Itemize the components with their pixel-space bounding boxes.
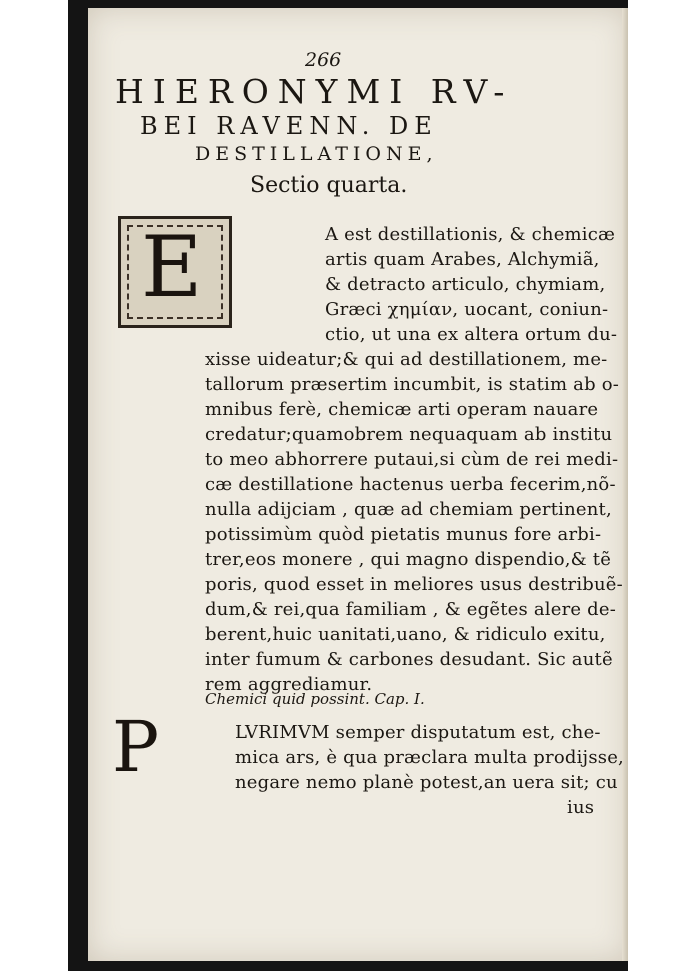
title-line-3: DESTILLATIONE, <box>195 143 438 165</box>
paragraph-1-line: credatur;quamobrem nequaquam ab institu <box>205 424 613 445</box>
title-line-2: BEI RAVENN. DE <box>140 112 438 140</box>
paragraph-1-line: nulla adijciam , quæ ad chemiam pertinent, <box>205 499 612 520</box>
initial-letter: E <box>141 218 203 316</box>
paragraph-1-line: mnibus ferè, chemicæ arti operam nauare <box>205 399 599 420</box>
paragraph-1-line: Græci χημίαν, uocant, coniun- <box>325 299 609 320</box>
chapter-heading: Chemici quid possint. Cap. I. <box>205 690 425 708</box>
paragraph-2-line: LVRIMVM semper disputatum est, che- <box>235 722 601 743</box>
paragraph-1-line: berent,huic uanitati,uano, & ridiculo exitu, <box>205 624 606 645</box>
paragraph-1-line: to meo abhorrere putaui,si cùm de rei medi- <box>205 449 619 470</box>
paragraph-1-line: tallorum præsertim incumbit, is statim ab o- <box>205 374 620 395</box>
paragraph-1-line: cæ destillatione hactenus uerba fecerim,nõ- <box>205 474 616 495</box>
paragraph-1-line: artis quam Arabes, Alchymiã, <box>325 249 600 270</box>
section-title: Sectio quarta. <box>250 173 408 198</box>
paragraph-1-line: potissimùm quòd pietatis munus fore arbi- <box>205 524 602 545</box>
paragraph-1-line: rem aggrediamur. <box>205 674 373 695</box>
paragraph-2-line: mica ars, è qua præclara multa prodijsse, <box>235 747 624 768</box>
paragraph-1-line: & detracto articulo, chymiam, <box>325 274 606 295</box>
page-number: 266 <box>305 49 342 71</box>
page-edge <box>622 8 628 961</box>
ornamental-initial-e <box>118 216 232 328</box>
catchword: ius <box>567 797 595 818</box>
paragraph-1-line: xisse uideatur;& qui ad destillationem, me- <box>205 349 608 370</box>
paragraph-1-line: trer,eos monere , qui magno dispendio,& tẽ <box>205 549 612 570</box>
paragraph-1-line: poris, quod esset in meliores usus destribuẽ- <box>205 574 623 595</box>
paragraph-1-line: A est destillationis, & chemicæ <box>325 224 616 245</box>
paragraph-1-line: inter fumum & carbones desudant. Sic autẽ <box>205 649 613 670</box>
paragraph-1-line: ctio, ut una ex altera ortum du- <box>325 324 618 345</box>
drop-cap-p: P <box>112 706 160 788</box>
paragraph-1-line: dum,& rei,qua familiam , & egẽtes alere de- <box>205 599 617 620</box>
title-line-1: HIERONYMI RV- <box>115 72 514 111</box>
paragraph-2-line: negare nemo planè potest,an uera sit; cu <box>235 772 618 793</box>
